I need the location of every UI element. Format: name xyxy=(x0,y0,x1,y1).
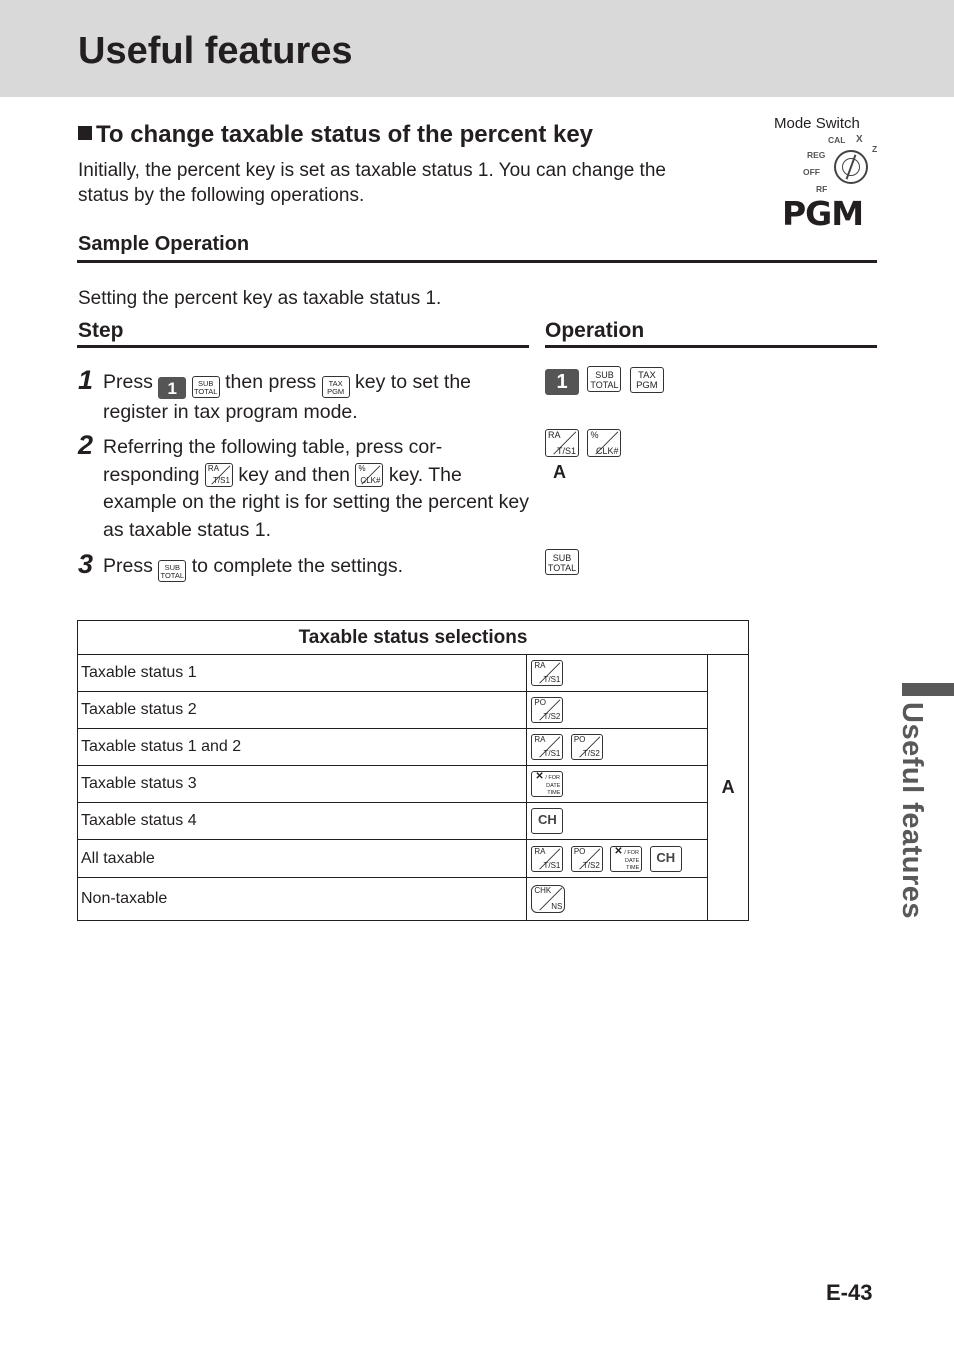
step-number: 1 xyxy=(78,365,94,395)
mode-position-reg: REG xyxy=(807,150,826,160)
status-keys xyxy=(527,878,708,921)
mode-dial-icon xyxy=(834,150,868,184)
mode-position-x: X xyxy=(856,134,863,145)
multiply-for-key-icon: ✕ / FOR DATE TIME xyxy=(531,771,563,797)
operation-step-1 xyxy=(545,366,668,395)
ra-ts1-key-icon: RA T/S1 xyxy=(205,463,233,487)
ch-key-icon: CH xyxy=(531,808,563,834)
sample-description: Setting the percent key as taxable status 1. xyxy=(78,288,442,309)
intro-text: Initially, the percent key is set as taxable status 1. You can change the status by the following operations. xyxy=(78,160,666,206)
table-row xyxy=(78,803,749,840)
step-3-text: Press SUB TOTAL to complete the settings. xyxy=(103,555,404,580)
mode-switch-label: Mode Switch xyxy=(774,115,860,132)
status-keys xyxy=(527,692,708,729)
ch-key-icon: CH xyxy=(650,846,682,872)
ra-ts1-key-icon: RA T/S1 xyxy=(545,429,579,457)
ra-ts1-key-icon: RA T/S1 xyxy=(531,846,563,872)
mode-switch-selected: PGM xyxy=(782,194,864,233)
table-header-row xyxy=(78,621,749,655)
chk-ns-key-icon: CHK NS xyxy=(531,885,565,913)
percent-clk-key-icon: % CLK# xyxy=(355,463,383,487)
status-label: Taxable status 1 and 2 xyxy=(78,729,527,766)
sample-operation-heading: Sample Operation xyxy=(78,233,250,255)
status-label: Taxable status 3 xyxy=(78,766,527,803)
square-bullet-icon xyxy=(78,126,92,140)
operation-letter-a: A xyxy=(553,462,566,482)
ra-ts1-key-icon: RA T/S1 xyxy=(531,734,563,760)
page-title: Useful features xyxy=(78,30,353,72)
tax-pgm-key-icon: TAX PGM xyxy=(322,376,350,398)
step-2-text: Referring the following table, press cor-responding RA T/S1 key and then % CLK# key. The example on the right is for setting the percent key as taxable status 1. xyxy=(103,436,529,541)
operation-step-2 xyxy=(545,429,625,457)
step-number: 2 xyxy=(78,430,94,460)
status-label: Taxable status 4 xyxy=(78,803,527,840)
percent-clk-key-icon: % CLK# xyxy=(587,429,621,457)
side-tab-marker xyxy=(902,683,954,696)
divider xyxy=(77,260,877,263)
taxable-status-table xyxy=(77,620,749,921)
status-keys xyxy=(527,766,708,803)
status-label: Non-taxable xyxy=(78,878,527,921)
section-title xyxy=(78,121,593,149)
divider xyxy=(545,345,877,348)
mode-switch-illustration xyxy=(766,112,886,232)
subtotal-key-icon: SUB TOTAL xyxy=(158,560,186,582)
step-column-heading: Step xyxy=(78,319,124,342)
section-title-text: To change taxable status of the percent key xyxy=(96,121,594,148)
status-keys xyxy=(527,840,708,878)
mode-position-off: OFF xyxy=(803,167,820,177)
subtotal-key-icon: SUB TOTAL xyxy=(545,549,579,575)
multiply-for-key-icon: ✕ / FOR DATE TIME xyxy=(610,846,642,872)
key-1-icon: 1 xyxy=(545,369,579,395)
po-ts2-key-icon: PO T/S2 xyxy=(571,734,603,760)
table-title: Taxable status selections xyxy=(78,621,749,655)
subtotal-key-icon: SUB TOTAL xyxy=(192,376,220,398)
status-keys xyxy=(527,803,708,840)
mode-position-rf: RF xyxy=(816,184,828,194)
divider xyxy=(77,345,529,348)
status-keys xyxy=(527,729,708,766)
table-row xyxy=(78,840,749,878)
table-row xyxy=(78,729,749,766)
key-1-icon: 1 xyxy=(158,377,186,399)
table-letter-a: A xyxy=(708,655,749,921)
status-label: All taxable xyxy=(78,840,527,878)
table-row xyxy=(78,655,749,692)
mode-position-cal: CAL xyxy=(828,135,846,145)
side-tab-text: Useful features xyxy=(896,702,928,920)
operation-step-3 xyxy=(545,549,583,575)
table-row xyxy=(78,766,749,803)
mode-position-z: Z xyxy=(872,144,878,154)
status-keys xyxy=(527,655,708,692)
step-1-text: Press 1 SUB TOTAL then press TAX PGM key to set the register in tax program mode. xyxy=(103,371,472,423)
step-number: 3 xyxy=(78,549,94,579)
operation-column-heading: Operation xyxy=(545,319,645,342)
ra-ts1-key-icon: RA T/S1 xyxy=(531,660,563,686)
page-number: E-43 xyxy=(826,1280,873,1305)
status-label: Taxable status 2 xyxy=(78,692,527,729)
po-ts2-key-icon: PO T/S2 xyxy=(571,846,603,872)
subtotal-key-icon: SUB TOTAL xyxy=(587,366,621,392)
po-ts2-key-icon: PO T/S2 xyxy=(531,697,563,723)
table-row xyxy=(78,878,749,921)
table-row xyxy=(78,692,749,729)
tax-pgm-key-icon: TAX PGM xyxy=(630,367,664,393)
status-label: Taxable status 1 xyxy=(78,655,527,692)
